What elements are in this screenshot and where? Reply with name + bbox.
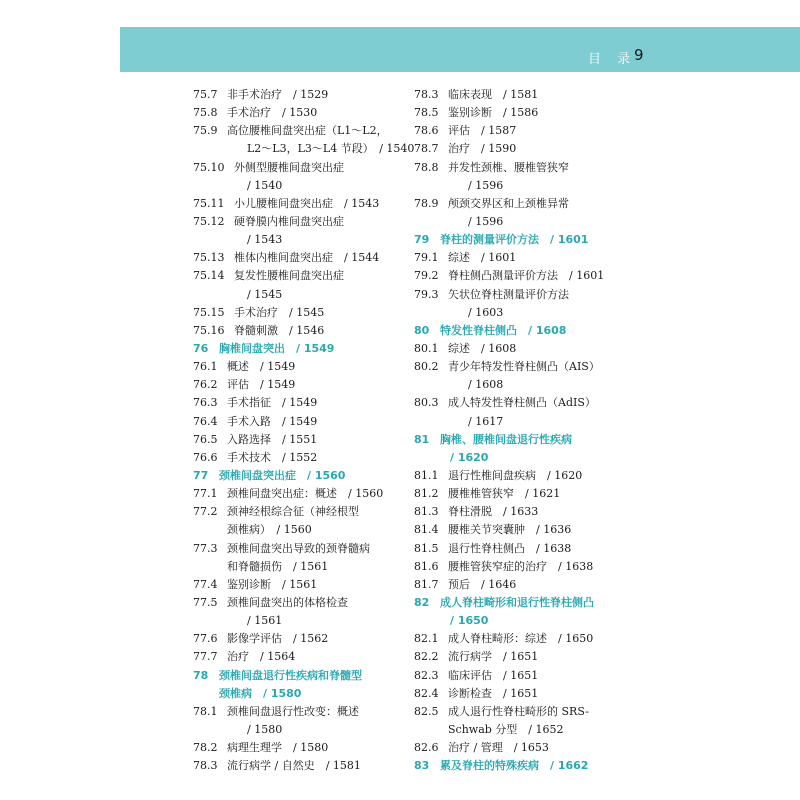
toc-number: 81.7 <box>414 577 439 591</box>
toc-chapter-row[interactable] <box>193 467 408 485</box>
toc-row[interactable] <box>193 540 408 558</box>
toc-number: 78.9 <box>414 196 439 210</box>
toc-number: 75.11 <box>193 196 225 210</box>
toc-number: 78.6 <box>414 124 439 138</box>
toc-row[interactable] <box>414 521 629 539</box>
toc-number: 76 <box>193 341 209 355</box>
toc-number: 75.8 <box>193 106 218 120</box>
toc-text: 青少年特发性脊柱侧凸（AIS） <box>448 360 600 374</box>
toc-row[interactable] <box>193 322 408 340</box>
toc-text: 颈椎病 / 1580 <box>219 686 302 700</box>
toc-row[interactable] <box>414 703 629 721</box>
toc-text: 手术技术 / 1552 <box>227 450 318 464</box>
toc-row[interactable] <box>414 213 629 231</box>
toc-text: 小儿腰椎间盘突出症 / 1543 <box>234 196 380 210</box>
toc-number: 82.3 <box>414 668 439 682</box>
toc-text: 诊断检查 / 1651 <box>448 686 539 700</box>
toc-number: 76.3 <box>193 396 218 410</box>
toc-number: 82.1 <box>414 632 439 646</box>
toc-number: 81.5 <box>414 541 439 555</box>
toc-text: 颈椎间盘突出症：概述 / 1560 <box>227 487 384 501</box>
toc-text: 脊髓刺激 / 1546 <box>234 323 325 337</box>
toc-row[interactable] <box>414 485 629 503</box>
toc-number <box>193 177 227 195</box>
toc-number: 76.2 <box>193 378 218 392</box>
toc-row[interactable] <box>414 159 629 177</box>
toc-number <box>193 685 219 703</box>
toc-number: 78.1 <box>193 704 218 718</box>
toc-text: 非手术治疗 / 1529 <box>227 88 329 101</box>
toc-text: 矢状位脊柱测量评价方法 <box>448 287 569 301</box>
toc-number <box>414 177 448 195</box>
toc-text: 临床评估 / 1651 <box>448 668 539 682</box>
toc-text: 脊柱侧凸测量评价方法 / 1601 <box>448 269 605 283</box>
toc-number: 78 <box>193 668 209 682</box>
toc-text: 并发性颈椎、腰椎管狭窄 <box>448 160 569 174</box>
toc-chapter-row[interactable] <box>193 340 408 358</box>
toc-number <box>414 612 440 630</box>
toc-text: 腰椎管狭窄症的治疗 / 1638 <box>448 559 594 573</box>
toc-row[interactable] <box>414 413 629 431</box>
toc-text: 概述 / 1549 <box>227 360 296 374</box>
toc-row[interactable] <box>414 376 629 394</box>
toc-chapter-row[interactable] <box>414 612 629 630</box>
toc-text: 手术指征 / 1549 <box>227 396 318 410</box>
toc-number <box>193 140 227 158</box>
toc-row[interactable] <box>414 195 629 213</box>
toc-number: 75.9 <box>193 124 218 138</box>
toc-number: 80.2 <box>414 360 439 374</box>
toc-column-left <box>193 86 415 775</box>
toc-text: / 1545 <box>247 287 283 301</box>
toc-row[interactable] <box>193 231 408 249</box>
toc-row[interactable] <box>193 449 408 467</box>
toc-number: 80 <box>414 323 430 337</box>
toc-number <box>414 721 448 739</box>
toc-text: 综述 / 1601 <box>448 251 517 265</box>
toc-chapter-row[interactable] <box>414 431 629 449</box>
toc-text: 累及脊柱的特殊疾病 / 1662 <box>440 759 589 773</box>
toc-row[interactable] <box>193 413 408 431</box>
toc-text: / 1603 <box>468 305 504 319</box>
toc-row[interactable] <box>193 485 408 503</box>
toc-number <box>414 413 448 431</box>
toc-text: 治疗 / 1590 <box>448 142 517 156</box>
toc-text: 腰椎关节突囊肿 / 1636 <box>448 523 572 537</box>
toc-row[interactable] <box>414 304 629 322</box>
toc-text: / 1596 <box>468 214 504 228</box>
toc-number: 77.3 <box>193 541 218 555</box>
toc-number: 75.16 <box>193 323 225 337</box>
toc-number: 77.2 <box>193 505 218 519</box>
toc-number: 80.1 <box>414 341 439 355</box>
header-title: 目 录 <box>588 52 637 67</box>
toc-row[interactable] <box>414 249 629 267</box>
toc-row[interactable] <box>193 630 408 648</box>
toc-row[interactable] <box>414 104 629 122</box>
toc-number: 78.2 <box>193 741 218 755</box>
toc-row[interactable] <box>414 576 629 594</box>
toc-number: 78.5 <box>414 106 439 120</box>
toc-text: 胸椎、腰椎间盘退行性疾病 <box>440 432 572 446</box>
toc-text: 退行性脊柱侧凸 / 1638 <box>448 541 572 555</box>
toc-text: 颈椎间盘退行性疾病和脊髓型 <box>219 668 362 682</box>
toc-text: 流行病学 / 1651 <box>448 650 539 664</box>
toc-row[interactable] <box>193 739 408 757</box>
toc-chapter-row[interactable] <box>193 667 408 685</box>
toc-number <box>414 304 448 322</box>
toc-number: 82.2 <box>414 650 439 664</box>
toc-text: 高位腰椎间盘突出症（L1～L2， <box>227 124 388 138</box>
toc-text: Schwab 分型 / 1652 <box>448 722 564 736</box>
toc-row[interactable] <box>193 703 408 721</box>
toc-text: 综述 / 1608 <box>448 341 517 355</box>
toc-row[interactable] <box>414 558 629 576</box>
toc-number: 76.6 <box>193 450 218 464</box>
toc-number: 81.1 <box>414 468 439 482</box>
toc-text: 复发性腰椎间盘突出症 <box>234 269 344 283</box>
toc-number: 79.3 <box>414 287 439 301</box>
toc-text: 颈椎间盘突出导致的颈脊髓病 <box>227 541 370 555</box>
header-band <box>120 27 800 72</box>
toc-number: 81 <box>414 432 430 446</box>
toc-row[interactable] <box>414 685 629 703</box>
toc-text: / 1540 <box>247 178 283 192</box>
toc-text: / 1561 <box>247 614 283 628</box>
toc-row[interactable] <box>414 630 629 648</box>
toc-text: 退行性椎间盘疾病 / 1620 <box>448 468 583 482</box>
toc-text: 临床表现 / 1581 <box>448 88 539 101</box>
toc-text: 腰椎椎管狭窄 / 1621 <box>448 487 561 501</box>
toc-row[interactable] <box>193 195 408 213</box>
toc-row[interactable] <box>193 431 408 449</box>
toc-number: 77 <box>193 468 209 482</box>
toc-row[interactable] <box>414 140 629 158</box>
toc-number: 77.7 <box>193 650 218 664</box>
toc-row[interactable] <box>193 394 408 412</box>
toc-number: 77.4 <box>193 577 218 591</box>
toc-text: 颈椎间盘突出症 / 1560 <box>219 468 346 482</box>
toc-number: 81.2 <box>414 487 439 501</box>
toc-text: 评估 / 1587 <box>448 124 517 138</box>
toc-number <box>414 449 440 467</box>
toc-number: 82.5 <box>414 704 439 718</box>
toc-number <box>414 376 448 394</box>
toc-text: 治疗 / 1564 <box>227 650 296 664</box>
toc-row[interactable] <box>193 104 408 122</box>
toc-text: 脊柱的测量评价方法 / 1601 <box>440 233 589 247</box>
page-number: 9 <box>634 46 644 64</box>
toc-text: 手术治疗 / 1530 <box>227 106 318 120</box>
toc-row[interactable] <box>414 177 629 195</box>
toc-text: 硬脊膜内椎间盘突出症 <box>234 214 344 228</box>
toc-number: 79 <box>414 233 430 247</box>
toc-text: 鉴别诊断 / 1586 <box>448 106 539 120</box>
toc-text: 成人退行性脊柱畸形的 SRS- <box>448 704 589 718</box>
toc-chapter-row[interactable] <box>414 757 629 775</box>
toc-text: 入路选择 / 1551 <box>227 432 318 446</box>
toc-text: / 1620 <box>450 450 489 464</box>
toc-number: 83 <box>414 759 430 773</box>
toc-number: 77.1 <box>193 487 218 501</box>
toc-column-right <box>414 86 629 775</box>
toc-text: 椎体内椎间盘突出症 / 1544 <box>234 251 380 265</box>
toc-row[interactable] <box>414 739 629 757</box>
toc-number: 76.4 <box>193 414 218 428</box>
toc-text: 流行病学 / 自然史 / 1581 <box>227 759 361 773</box>
toc-text: 成人脊柱畸形和退行性脊柱侧凸 <box>440 595 594 609</box>
toc-text: 手术入路 / 1549 <box>227 414 318 428</box>
toc-chapter-row[interactable] <box>414 594 629 612</box>
toc-text: 特发性脊柱侧凸 / 1608 <box>440 323 567 337</box>
toc-row[interactable] <box>193 213 408 231</box>
toc-row[interactable] <box>193 576 408 594</box>
toc-number <box>193 286 227 304</box>
toc-row[interactable] <box>193 122 408 140</box>
toc-number: 76.1 <box>193 360 218 374</box>
toc-row[interactable] <box>414 86 629 104</box>
toc-row[interactable] <box>193 304 408 322</box>
toc-number: 80.3 <box>414 396 439 410</box>
toc-number: 75.13 <box>193 251 225 265</box>
toc-text: 预后 / 1646 <box>448 577 517 591</box>
toc-row[interactable] <box>193 503 408 521</box>
toc-row[interactable] <box>193 177 408 195</box>
toc-number <box>193 612 227 630</box>
toc-text: 鉴别诊断 / 1561 <box>227 577 318 591</box>
toc-row[interactable] <box>193 558 408 576</box>
toc-number: 82 <box>414 595 430 609</box>
toc-text: 胸椎间盘突出 / 1549 <box>219 341 335 355</box>
toc-text: 颈椎间盘退行性改变：概述 <box>227 704 359 718</box>
toc-number: 78.3 <box>414 88 439 101</box>
toc-row[interactable] <box>193 267 408 285</box>
toc-text: 颈椎间盘突出的体格检查 <box>227 595 348 609</box>
toc-row[interactable] <box>193 648 408 666</box>
toc-text: 病理生理学 / 1580 <box>227 741 329 755</box>
toc-number: 81.3 <box>414 505 439 519</box>
toc-row[interactable] <box>193 358 408 376</box>
toc-text: / 1596 <box>468 178 504 192</box>
toc-text: 颅颈交界区和上颈椎异常 <box>448 196 569 210</box>
toc-row[interactable] <box>193 159 408 177</box>
toc-row[interactable] <box>414 721 629 739</box>
toc-number: 79.2 <box>414 269 439 283</box>
toc-row[interactable] <box>414 648 629 666</box>
toc-text: 影像学评估 / 1562 <box>227 632 329 646</box>
toc-text: / 1617 <box>468 414 504 428</box>
toc-text: 成人特发性脊柱侧凸（AdIS） <box>448 396 596 410</box>
toc-chapter-row[interactable] <box>193 685 408 703</box>
toc-text: 脊柱滑脱 / 1633 <box>448 505 539 519</box>
toc-row[interactable] <box>414 286 629 304</box>
toc-row[interactable] <box>414 267 629 285</box>
toc-row[interactable] <box>193 86 408 104</box>
toc-number: 77.6 <box>193 632 218 646</box>
toc-number: 75.14 <box>193 269 225 283</box>
toc-text: 颈神经根综合征（神经根型 <box>227 505 359 519</box>
toc-number: 75.15 <box>193 305 225 319</box>
toc-number: 82.6 <box>414 741 439 755</box>
toc-number <box>193 231 227 249</box>
toc-text: 颈椎病） / 1560 <box>227 523 312 537</box>
toc-number <box>193 521 227 539</box>
toc-row[interactable] <box>193 286 408 304</box>
toc-number: 78.8 <box>414 160 439 174</box>
toc-text: 手术治疗 / 1545 <box>234 305 325 319</box>
toc-chapter-row[interactable] <box>414 449 629 467</box>
toc-text: 成人脊柱畸形：综述 / 1650 <box>448 632 594 646</box>
toc-chapter-row[interactable] <box>414 322 629 340</box>
toc-text: / 1608 <box>468 378 504 392</box>
toc-row[interactable] <box>193 757 408 775</box>
toc-row[interactable] <box>193 612 408 630</box>
toc-number <box>193 721 227 739</box>
toc-text: L2～L3，L3～L4 节段） / 1540 <box>247 142 415 156</box>
toc-row[interactable] <box>414 540 629 558</box>
toc-text: / 1650 <box>450 614 489 628</box>
toc-number: 82.4 <box>414 686 439 700</box>
toc-number: 76.5 <box>193 432 218 446</box>
toc-row[interactable] <box>414 394 629 412</box>
toc-text: / 1580 <box>247 722 283 736</box>
toc-number: 78.7 <box>414 142 439 156</box>
toc-number: 81.4 <box>414 523 439 537</box>
toc-row[interactable] <box>193 140 415 158</box>
toc-text: 评估 / 1549 <box>227 378 296 392</box>
toc-number: 78.3 <box>193 759 218 773</box>
toc-number: 81.6 <box>414 559 439 573</box>
toc-text: 治疗 / 管理 / 1653 <box>448 741 549 755</box>
toc-text: / 1543 <box>247 233 283 247</box>
toc-row[interactable] <box>193 249 408 267</box>
toc-row[interactable] <box>414 503 629 521</box>
toc-number <box>414 213 448 231</box>
toc-row[interactable] <box>414 340 629 358</box>
toc-row[interactable] <box>193 594 408 612</box>
toc-row[interactable] <box>414 667 629 685</box>
toc-number: 79.1 <box>414 251 439 265</box>
toc-row[interactable] <box>414 467 629 485</box>
toc-row[interactable] <box>193 721 408 739</box>
toc-text: 外侧型腰椎间盘突出症 <box>234 160 344 174</box>
toc-number: 75.12 <box>193 214 225 228</box>
toc-row[interactable] <box>193 376 408 394</box>
toc-row[interactable] <box>414 358 629 376</box>
toc-chapter-row[interactable] <box>414 231 629 249</box>
toc-number: 75.10 <box>193 160 225 174</box>
toc-number: 77.5 <box>193 595 218 609</box>
toc-number <box>193 558 227 576</box>
toc-number: 75.7 <box>193 88 218 101</box>
toc-row[interactable] <box>414 122 629 140</box>
toc-row[interactable] <box>193 521 408 539</box>
toc-text: 和脊髓损伤 / 1561 <box>227 559 329 573</box>
